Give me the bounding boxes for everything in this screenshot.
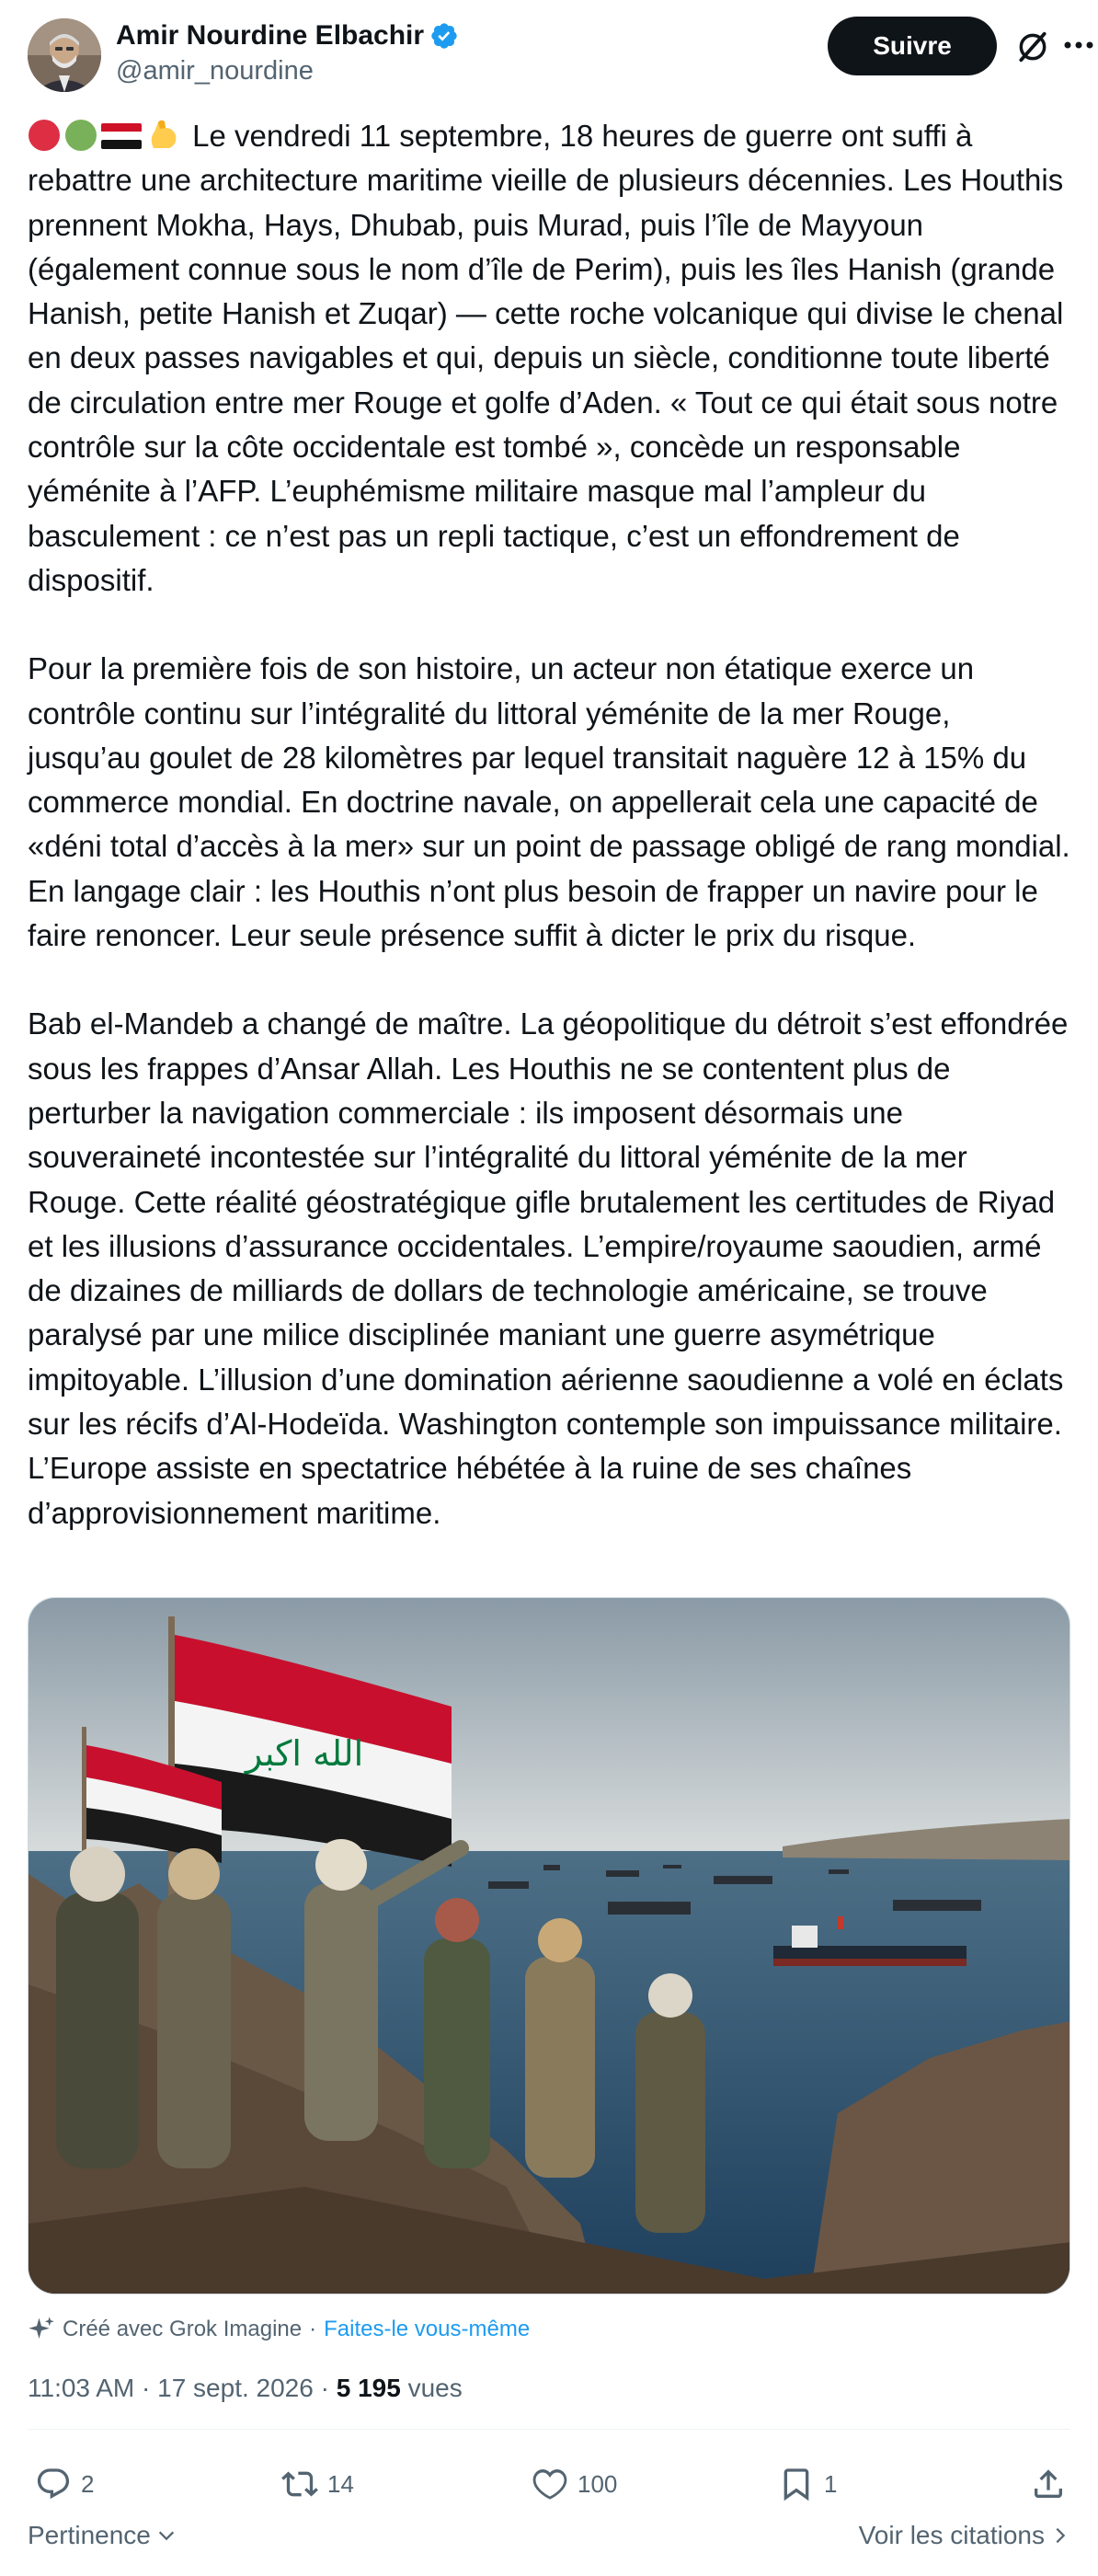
meta-separator: ·: [320, 2374, 329, 2402]
image-scene: [29, 1598, 1070, 2294]
post-paragraph-1: [28, 114, 1070, 603]
like-button[interactable]: [532, 2458, 617, 2510]
post-header: [28, 17, 1070, 90]
follow-button[interactable]: Suivre: [828, 17, 997, 75]
post-time[interactable]: 11:03 AM: [28, 2374, 135, 2402]
post-paragraph-3: Bab el-Mandeb a changé de maître. La géopolitique du détroit s’est effondrée sous les frappes d’Ansar Allah. Les Houthis ne se contentent plus de perturber la navigation commerciale : ils imposent désormais une souveraineté incontestée sur l’intégralité du littoral yéménite de la mer Rouge. Cette réalité géostratégique gifle brutalement les certitudes de Riyad et les illusions d’assurance occidentales. L’empire/royaume saoudien, armé de dizaines de milliards de dollars de technologie américaine, se trouve paralysé par une milice disciplinée maniant une guerre asymétrique impitoyable. L’illusion d’une domination aérienne saoudienne a volé en éclats sur les récifs d’Al-Hodeïda. Washington contemple son impuissance militaire. L’Europe assiste en spectatrice hébétée à la ruine de ses chaînes d’approvisionnement maritime.: [28, 1006, 1069, 1530]
author-block: [116, 18, 459, 88]
share-button[interactable]: [1030, 2458, 1076, 2510]
post-paragraph-2: Pour la première fois de son histoire, un acteur non étatique exerce un contrôle continu sur l’intégralité du littoral yéménite de la mer Rouge, jusqu’au goulet de 28 kilomètres par lequel transitait naguère 12 à 15% du commerce mondial. En doctrine navale, on appellerait cela une capacité de «déni total d’accès à la mer» sur un point de passage obligé de rang mondial. En langage clair : les Houthis n’ont plus besoin de frapper un navire pour le faire renoncer. Leur seule présence suffit à dicter le prix du risque.: [28, 651, 1070, 953]
bookmark-icon: [778, 2466, 815, 2502]
meta-separator: ·: [142, 2374, 151, 2402]
paragraph-spacer: [28, 603, 1070, 647]
author-handle[interactable]: @amir_nourdine: [116, 56, 314, 86]
reply-count: 2: [81, 2469, 95, 2498]
repost-icon: [281, 2466, 318, 2502]
heart-icon: [532, 2466, 568, 2502]
avatar-portrait-icon: [28, 18, 101, 92]
post-image[interactable]: [28, 1597, 1070, 2294]
grok-credit-text: Créé avec Grok Imagine: [63, 2317, 303, 2341]
sort-label: Pertinence: [28, 2521, 151, 2549]
chevron-down-icon: [156, 2525, 177, 2546]
red-circle-icon: [28, 119, 61, 152]
replies-footer: [28, 2521, 1070, 2561]
green-circle-icon: [64, 119, 97, 152]
paragraph-spacer: [28, 958, 1070, 1002]
share-icon: [1030, 2466, 1067, 2502]
sort-dropdown[interactable]: [28, 2521, 177, 2550]
post-date[interactable]: 17 sept. 2026: [157, 2374, 314, 2402]
flag-yemen-icon: [101, 121, 142, 152]
action-bar: [28, 2458, 1070, 2510]
grok-try-link[interactable]: Faites-le vous-même: [324, 2317, 531, 2341]
views-count: 5 195: [336, 2374, 401, 2402]
repost-button[interactable]: [281, 2458, 354, 2510]
avatar[interactable]: [28, 18, 101, 92]
repost-count: 14: [327, 2469, 354, 2498]
bookmark-count: 1: [824, 2469, 838, 2498]
grok-icon[interactable]: [1015, 29, 1050, 64]
reply-button[interactable]: [35, 2458, 94, 2510]
post-meta: [28, 2366, 463, 2410]
post-text: [28, 114, 1070, 1535]
more-icon[interactable]: [1063, 40, 1094, 50]
views-label: vues: [407, 2374, 463, 2402]
bookmark-button[interactable]: [778, 2458, 837, 2510]
post-paragraph-1-text: Le vendredi 11 septembre, 18 heures de guerre ont suffi à rebattre une architecture maritime vieille de plusieurs décennies. Les Houthis prennent Mokha, Hays, Dhubab, puis Murad, puis l’île de Mayyoun (également connue sous le nom d’île de Perim), puis les îles Hanish (grande Hanish, petite Hanish et Zuqar) — cette roche volcanique qui divise le chenal en deux passes navigables et qui, depuis un siècle, conditionne toute liberté de circulation entre mer Rouge et golfe d’Aden. « Tout ce qui était sous notre contrôle sur la côte occidentale est tombé », concède un responsable yéménite à l’AFP. L’euphémisme militaire masque mal l’ampleur du basculement : ce n’est pas un repli tactique, c’est un effondrement de dispositif.: [28, 119, 1064, 597]
chevron-right-icon: [1050, 2525, 1070, 2546]
view-quotes-label: Voir les citations: [858, 2521, 1045, 2549]
grok-credit: [28, 2311, 530, 2348]
sparkle-icon: [28, 2316, 55, 2343]
divider: [28, 2429, 1070, 2430]
author-name-row[interactable]: [116, 18, 459, 53]
view-quotes-link[interactable]: [859, 2521, 1070, 2550]
reply-icon: [35, 2466, 72, 2502]
author-display-name[interactable]: Amir Nourdine Elbachir: [116, 20, 425, 51]
like-count: 100: [578, 2469, 618, 2498]
verified-badge-icon: [429, 21, 459, 51]
credit-separator: ·: [309, 2317, 317, 2341]
flexed-biceps-icon: [145, 117, 180, 152]
flag-inscription: الله اكبر: [245, 1733, 364, 1774]
